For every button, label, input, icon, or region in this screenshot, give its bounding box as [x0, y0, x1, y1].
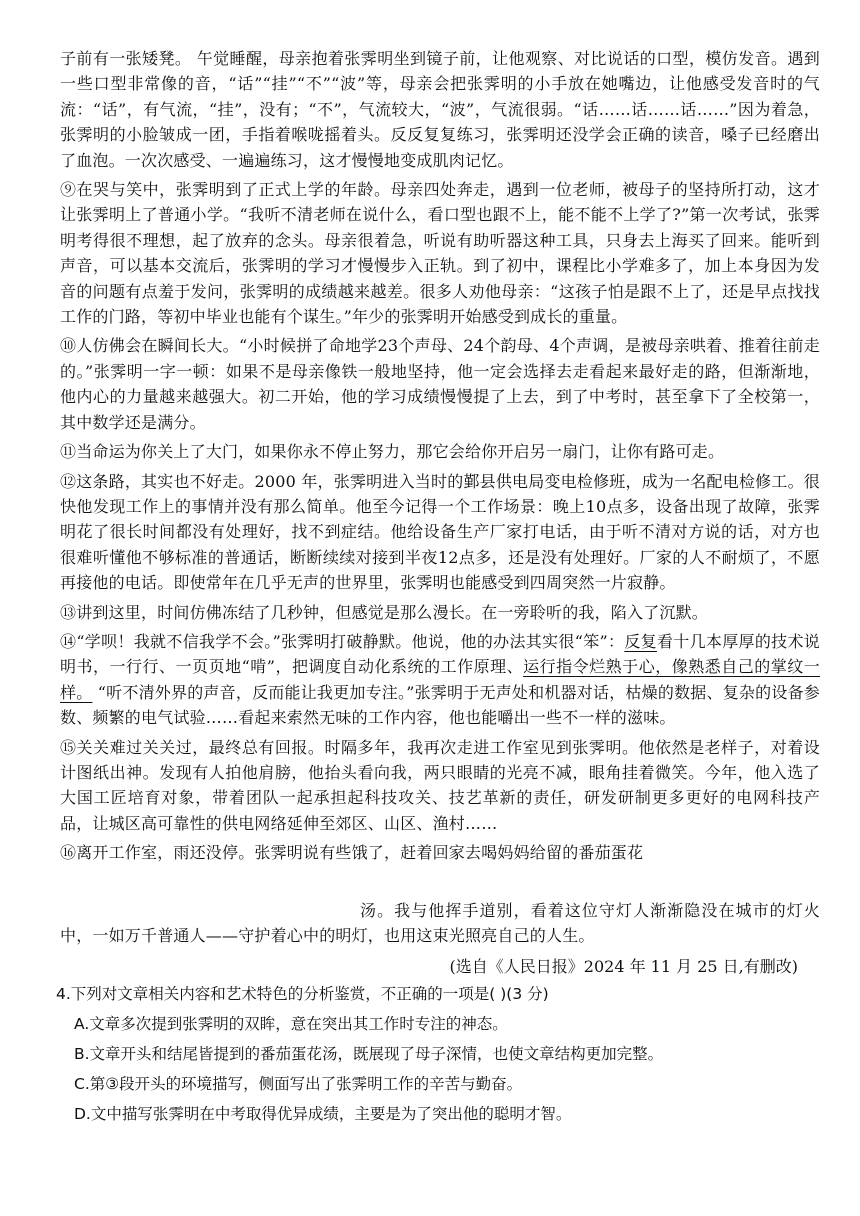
paragraph-14-part-a: ⑭“学呗！我就不信我学不会。”张霁明打破静默。他说，他的办法其实很“笨”： [60, 631, 625, 651]
paragraph-16-part-a: ⑯离开工作室，雨还没停。张霁明说有些饿了，赶着回家去喝妈妈给留的番茄蛋花 [60, 843, 644, 863]
underlined-text-2: 运行指令烂熟于心，像熟悉自己的掌纹一样。 [60, 657, 820, 702]
paragraph-8-continued: 子前有一张矮凳。 午觉睡醒，母亲抱着张霁明坐到镜子前，让他观察、对比说话的口型，模仿发音。遇到一些口型非常像的音，“话”“挂”“不”“波”等，母亲会把张霁明的小手放在她嘴边，让他感受发音时的气流：“话”，有气流，“挂”，没有；“不”，气流较大，“波”，气流很弱。“话……话……话……”因为着急，张霁明的小脸皱成一团，手指着喉咙摇着头。反反复复练习，张霁明还没学会正确的读音，嗓子已经磨出了血泡。一次次感受、一遍遍练习，这才慢慢地变成肌肉记忆。 [60, 49, 820, 170]
option-a: A.文章多次提到张霁明的双眸，意在突出其工作时专注的神态。 [74, 1015, 508, 1034]
paragraph-14 [60, 629, 820, 731]
option-d: D.文中描写张霁明在中考取得优异成绩，主要是为了突出他的聪明才智。 [74, 1105, 572, 1124]
underlined-text-1: 反复 [624, 631, 657, 651]
option-b: B.文章开头和结尾皆提到的番茄蛋花汤，既展现了母子深情，也使文章结构更加完整。 [74, 1045, 664, 1064]
paragraph-11: ⑪当命运为你关上了大门，如果你永不停止努力，那它会给你开启另一扇门，让你有路可走。 [60, 442, 725, 462]
paragraph-16-tail: 汤。我与他挥手道别，看着这位守灯人渐渐隐没在城市的灯火中，一如万千普通人——守护着心中的明灯，也用这束光照亮自己的人生。 [60, 900, 820, 945]
paragraph-14-part-b: 看十几本厚厚的技术说明书，一行行、一页页地“啃”，把调度自动化系统的工作原理、 [60, 631, 820, 677]
paragraph-12: ⑫这条路，其实也不好走。2000 年，张霁明进入当时的鄞县供电局变电检修班，成为一名配电检修工。很快他发现工作上的事情并没有那么简单。他至今记得一个工作场景：晚上10点多，设备出现了故障，张霁明花了很长时间都没有处理好，找不到症结。他给设备生产厂家打电话，由于听不清对方说的话，对方也很难听懂他不够标准的普通话，断断续续对接到半夜12点多，还是没有处理好。厂家的人不耐烦了，不愿再接他的电话。即使常年在几乎无声的世界里，张霁明也能感受到四周突然一片寂静。 [60, 471, 820, 593]
article-source: (选自《人民日报》2024 年 11 月 25 日,有删改) [449, 957, 798, 977]
paragraph-10: ⑩人仿佛会在瞬间长大。“小时候拼了命地学23个声母、24个韵母、4个声调，是被母亲哄着、推着往前走的。”张霁明一字一顿：如果不是母亲像铁一般地坚持，他一定会选择去走看起来最好走的路，但渐渐地，他内心的力量越来越强大。初二开始，他的学习成绩慢慢提了上去，到了中考时，甚至拿下了全校第一，其中数学还是满分。 [60, 336, 820, 432]
document-page [56, 46, 820, 1131]
paragraph-14-part-c: “听不清外界的声音，反而能让我更加专注。”张霁明于无声处和机器对话，枯燥的数据、复杂的设备参数、频繁的电气试验……看起来索然无味的工作内容，他也能嚼出一些不一样的滋味。 [60, 682, 820, 728]
paragraph-9: ⑨在哭与笑中，张霁明到了正式上学的年龄。母亲四处奔走，遇到一位老师，被母子的坚持所打动，这才让张霁明上了普通小学。“我听不清老师在说什么，看口型也跟不上，能不能不上学了?”第一次考试，张霁明考得很不理想，起了放弃的念头。母亲很着急，听说有助听器这种工具，只身去上海买了回来。能听到声音，可以基本交流后，张霁明的学习才慢慢步入正轨。到了初中，课程比小学难多了，加上本身因为发音的问题有点羞于发问，张霁明的成绩越来越差。很多人劝他母亲：“这孩子怕是跟不上了，还是早点找找工作的门路，等初中毕业也能有个谋生。”年少的张霁明开始感受到成长的重量。 [60, 180, 820, 327]
paragraph-16-part-b [60, 898, 820, 949]
option-c: C.第③段开头的环境描写，侧面写出了张霁明工作的辛苦与勤奋。 [74, 1075, 523, 1094]
paragraph-13: ⑬讲到这里，时间仿佛冻结了几秒钟，但感觉是那么漫长。在一旁聆听的我，陷入了沉默。 [60, 602, 709, 622]
blank-gap [60, 870, 820, 898]
paragraph-15: ⑮关关难过关关过，最终总有回报。时隔多年，我再次走进工作室见到张霁明。他依然是老样子，对着设计图纸出神。发现有人拍他肩膀，他抬头看向我，两只眼睛的光亮不减，眼角挂着微笑。今年，他入选了大国工匠培育对象，带着团队一起承担起科技攻关、技艺革新的责任，研发研制更多更好的电网科技产品，让城区高可靠性的供电网络延伸至郊区、山区、渔村…… [60, 737, 820, 833]
question-stem: 4.下列对文章相关内容和艺术特色的分析鉴赏，不正确的一项是( )(3 分) [56, 985, 549, 1004]
